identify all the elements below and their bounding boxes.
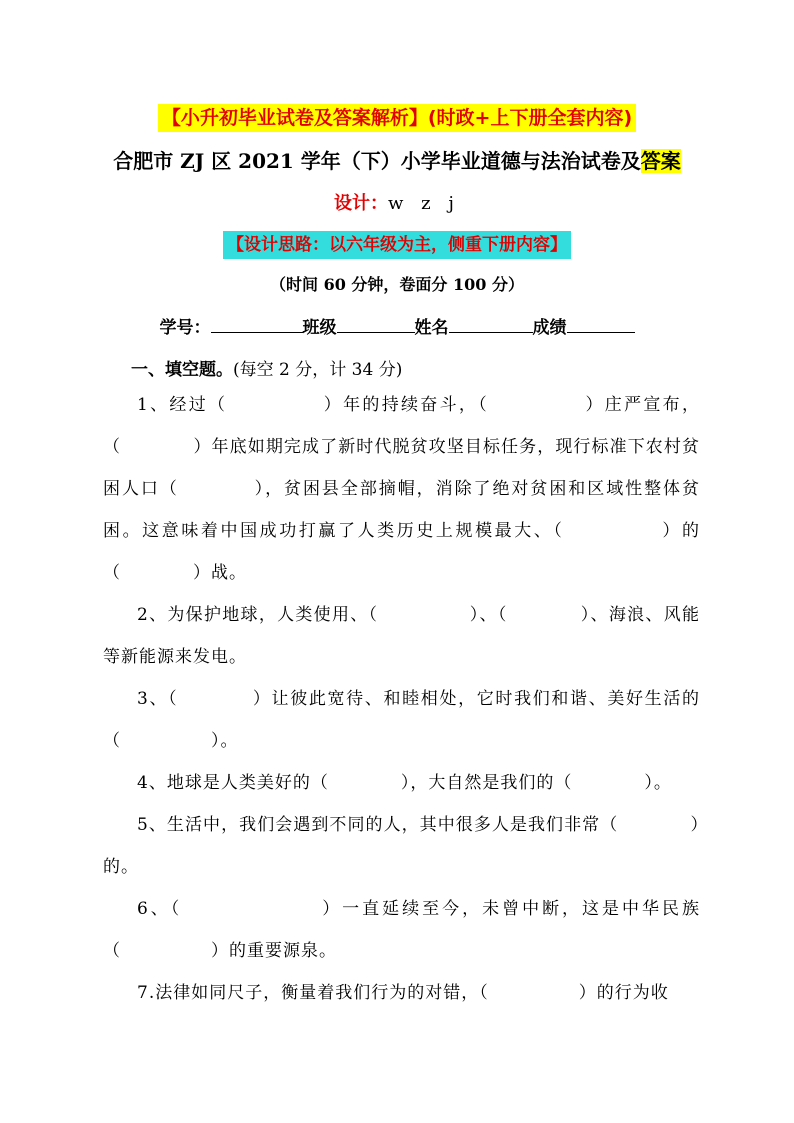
title-highlight: 答案 [640, 149, 681, 173]
question-text: 2、为保护地球，人类使用、（ ）、（ ）、海浪、风能等新能源来发电。 [103, 605, 700, 667]
designer-label: 设计： [334, 193, 389, 214]
question-4 [103, 762, 700, 804]
section-title: 一、填空题。 [131, 360, 233, 380]
class-label: 班级 [302, 318, 337, 338]
question-1 [103, 384, 700, 594]
designer-line [0, 189, 794, 215]
question-text: 4、地球是人类美好的（ ），大自然是我们的（ ）。 [137, 773, 672, 793]
section-heading [131, 355, 402, 380]
banner-text: 【小升初毕业试卷及答案解析】(时政+上下册全套内容) [158, 104, 636, 132]
designer-value: w z j [388, 193, 460, 214]
question-7 [103, 972, 700, 1014]
student-id-blank[interactable] [211, 314, 303, 333]
question-2 [103, 594, 700, 678]
title-main: 合肥市 ZJ 区 2021 学年（下）小学毕业道德与法治试卷及 [113, 149, 641, 173]
name-label: 姓名 [414, 318, 449, 338]
time-note: （时间 60 分钟，卷面分 100 分） [270, 275, 524, 294]
question-text: 3、（ ）让彼此宽待、和睦相处，它时我们和谐、美好生活的（ ）。 [103, 689, 700, 751]
exam-banner [0, 103, 794, 130]
class-blank[interactable] [337, 314, 415, 333]
design-idea-text: 【设计思路：以六年级为主，侧重下册内容】 [223, 231, 571, 259]
question-text: 5、生活中，我们会遇到不同的人，其中很多人是我们非常（ ）的。 [103, 815, 700, 877]
student-id-label: 学号： [159, 318, 211, 338]
question-text: 6、（ ）一直延续至今，未曾中断，这是中华民族（ ）的重要源泉。 [103, 899, 700, 961]
question-6 [103, 888, 700, 972]
question-3 [103, 678, 700, 762]
name-blank[interactable] [449, 314, 533, 333]
score-label: 成绩 [532, 318, 567, 338]
question-text: 1、经过（ ）年的持续奋斗，（ ）庄严宣布，（ ）年底如期完成了新时代脱贫攻坚目标任务，现行标准下农村贫困人口（ ），贫困县全部摘帽，消除了绝对贫困和区域性整体贫困。这意味着中国成功打赢了人类历史上规模最大、（ ）的（ ）战。 [103, 395, 700, 583]
exam-title [0, 145, 794, 174]
question-text: 7.法律如同尺子，衡量着我们行为的对错，（ ）的行为收 [137, 983, 669, 1003]
score-blank[interactable] [567, 314, 635, 333]
question-5 [103, 804, 700, 888]
section-note: (每空 2 分，计 34 分) [233, 360, 403, 380]
student-info-line [0, 313, 794, 338]
design-idea [0, 230, 794, 255]
